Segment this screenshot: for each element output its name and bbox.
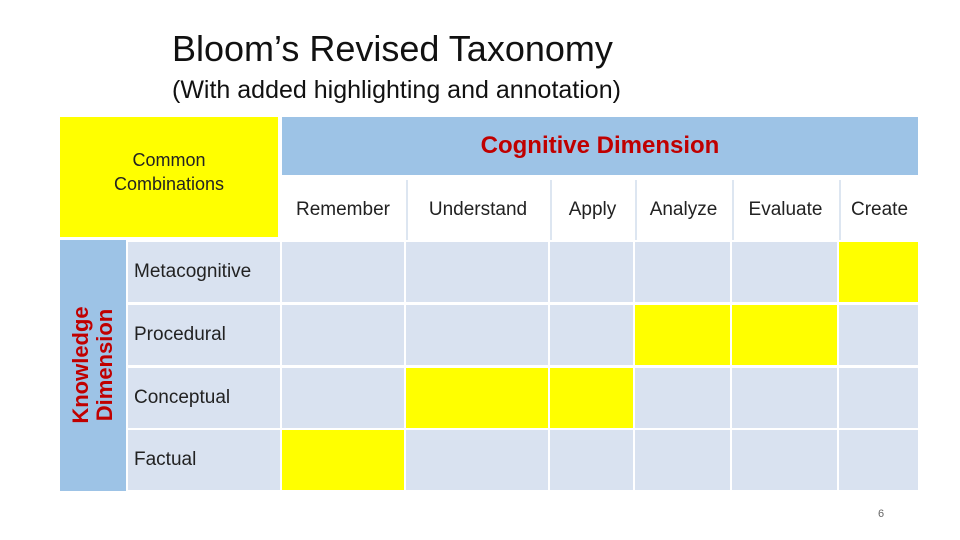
row-header-metacognitive: Metacognitive	[128, 242, 280, 302]
cell-procedural-evaluate	[732, 305, 837, 365]
cell-conceptual-evaluate	[732, 368, 837, 428]
cell-procedural-understand	[406, 305, 548, 365]
column-header-evaluate: Evaluate	[732, 180, 837, 240]
cell-factual-create	[839, 430, 918, 490]
cell-procedural-apply	[550, 305, 633, 365]
cell-conceptual-create	[839, 368, 918, 428]
cell-conceptual-apply	[550, 368, 633, 428]
column-header-understand: Understand	[406, 180, 548, 240]
cell-procedural-create	[839, 305, 918, 365]
corner-label-line1: Common	[132, 150, 206, 170]
row-header-procedural: Procedural	[128, 305, 280, 365]
page-number: 6	[878, 508, 885, 520]
cell-metacognitive-analyze	[635, 242, 730, 302]
column-header-create: Create	[839, 180, 918, 240]
cell-factual-evaluate	[732, 430, 837, 490]
cell-metacognitive-remember	[282, 242, 404, 302]
row-header-conceptual: Conceptual	[128, 368, 280, 428]
knowledge-dimension-label	[69, 306, 117, 423]
cognitive-dimension-header: Cognitive Dimension	[282, 117, 918, 175]
cell-conceptual-analyze	[635, 368, 730, 428]
cell-procedural-remember	[282, 305, 404, 365]
knowledge-label-line1: Knowledge	[68, 306, 93, 424]
cell-metacognitive-apply	[550, 242, 633, 302]
corner-label-line2: Combinations	[113, 174, 225, 194]
cell-factual-understand	[406, 430, 548, 490]
cell-metacognitive-understand	[406, 242, 548, 302]
cell-factual-remember	[282, 430, 404, 490]
column-header-analyze: Analyze	[635, 180, 730, 240]
row-header-factual: Factual	[128, 430, 280, 490]
column-header-apply: Apply	[550, 180, 633, 240]
cell-conceptual-understand	[406, 368, 548, 428]
cell-procedural-analyze	[635, 305, 730, 365]
slide-subtitle: (With added highlighting and annotation)	[172, 76, 621, 104]
column-header-remember: Remember	[282, 180, 404, 240]
cell-factual-analyze	[635, 430, 730, 490]
cell-metacognitive-evaluate	[732, 242, 837, 302]
slide-title: Bloom’s Revised Taxonomy	[172, 28, 613, 69]
cell-metacognitive-create	[839, 242, 918, 302]
cell-conceptual-remember	[282, 368, 404, 428]
knowledge-label-line2: Dimension	[92, 308, 117, 422]
common-combinations-cell	[60, 117, 278, 237]
cell-factual-apply	[550, 430, 633, 490]
